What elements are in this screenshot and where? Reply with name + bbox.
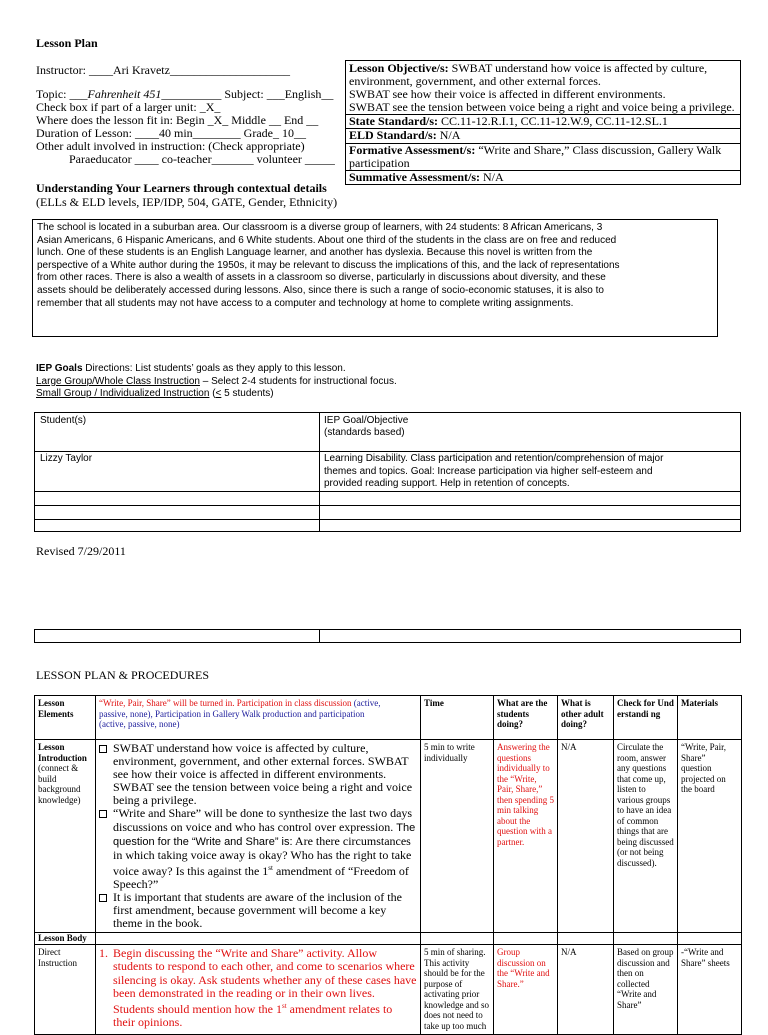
objective-label: Lesson Objective/s: [349,61,449,75]
procedures-table [34,695,742,1035]
small-group-rest: 5 students) [221,388,274,399]
iep-goal-line-1: Learning Disability. Class participation and retention/comprehension of major [324,453,664,464]
learners-line-4: perspective of a White author during the 1950s, it may be relevant to discuss the implications of this, and the lack of representations [37,259,620,271]
iep-student-goal [324,453,663,491]
head-check-understanding: Check for Understandi ng [614,696,678,740]
head-desc-red: “Write, Pair, Share” will be turned in. Participation in class discussion [99,698,352,708]
objective-text-1: SWBAT understand how voice is affected by culture, [448,61,708,75]
body-label-row [35,933,742,945]
intro-bullet-1: SWBAT understand how voice is affected by culture, environment, government, and other external forces. SWBAT see how their voice is affected in different environments. SWBAT see the tension between voice being a right and voice being a privilege. [99,742,417,807]
iep-goals-section [36,363,397,401]
iep-col-goal-2: (standards based) [324,427,405,438]
summative-label: Summative Assessment/s: [349,170,480,184]
iep-col-goal-1: IEP Goal/Objective [324,415,409,426]
topic-value: Fahrenheit 451 [87,87,162,101]
duration-line: Duration of Lesson: ____40 min________ Grade_ 10__ [36,126,306,140]
larger-unit-line: Check box if part of a larger unit: _X_ [36,100,221,114]
head-adult-doing: What is other adult doing? [558,696,614,740]
intro-label [35,740,96,933]
iep-directions: Directions: List students’ goals as they apply to this lesson. [82,363,346,374]
objective-text-4: SWBAT see the tension between voice being a right and voice being a privilege. [349,100,735,114]
instructor-name: Ari Kravetz [113,63,170,77]
iep-goal-line-2: themes and topics. Goal: Increase participation via higher self-esteem and [324,465,653,477]
objective-section [349,62,738,114]
revised-date: Revised 7/29/2011 [36,544,126,558]
iep-goal-line-3: provided reading support. Help in retention of concepts. [324,478,570,489]
formative-label: Formative Assessment/s: [349,143,476,157]
objective-text-2: environment, government, and other external forces. [349,74,601,88]
learners-subheading: (ELLs & ELD levels, IEP/IDP, 504, GATE, Gender, Ethnicity) [36,195,338,209]
small-group-label: Small Group / Individualized Instruction [36,388,210,399]
head-desc-blue-3: (active, passive, none) [99,719,180,729]
direct-adult-doing: N/A [558,945,614,1035]
learners-line-2: Asian Americans, 6 Hispanic Americans, and 6 White students. About one third of the students in the class are on free and reduced [37,234,617,246]
large-group-rest: – Select 2-4 students for instructional focus. [199,375,397,387]
learners-line-6: assets should be deliberately accessed during lessons. Also, since there is such a range of socio-economic statuses, it is also to [37,284,604,296]
procedures-header-row [35,696,742,740]
eld-standards-label: ELD Standard/s: [349,128,437,142]
small-group-lt: < [215,388,222,399]
intro-label-bold: Lesson Introduction [38,742,87,763]
intro-time: 5 min to write individually [421,740,494,933]
other-adult-line: Other adult involved in instruction: (Check appropriate) [36,139,305,153]
lesson-fit-line: Where does the lesson fit in: Begin _X_ Middle __ End __ [36,113,319,127]
page-title: Lesson Plan [36,36,98,50]
intro-label-rest: (connect & build background knowledge) [38,763,81,805]
head-lesson-elements: Lesson Elements [35,696,96,740]
learners-context-box [32,219,718,337]
state-standards-label: State Standard/s: [349,114,439,128]
objective-text-3: SWBAT see how their voice is affected in different environments. [349,87,666,101]
procedures-title: LESSON PLAN & PROCEDURES [36,668,210,682]
direct-students-doing: Group discussion on the “Write and Share.” [494,945,558,1035]
state-standards [349,115,668,128]
intro-adult-doing: N/A [558,740,614,933]
iep-student-name: Lizzy Taylor [40,453,93,464]
learners-context-text [37,222,620,310]
summative-value: N/A [480,170,504,184]
eld-standards-value: N/A [436,128,461,142]
direct-materials: -“Write and Share” sheets [678,945,742,1035]
intro-students-doing: Answering the questions individually to the “Write, Pair, Share,” then spending 5 min talking about the question with a partner. [494,740,558,933]
formative-value-1: “Write and Share,” Class discussion, Gallery Walk [475,143,722,157]
formative-assessment [349,144,721,170]
small-group-paren: ( [209,388,216,399]
summative-assessment [349,171,504,184]
objectives-box [345,60,741,185]
instructor-label: Instructor: ____ [36,63,113,77]
learners-line-5: from other races. There is also a wealth of assets in a classroom so diverse, particularly in discussions about diversity, and these [37,272,606,284]
topic-tail: __________ Subject: ___English__ [161,87,334,101]
eld-standards [349,129,460,142]
topic-label: Topic: ___ [36,87,88,101]
checkbox-icon [99,745,107,753]
checkbox-icon [99,810,107,818]
learners-line-3: lunch. One of these students is an English Language learner, and another has dyslexia. Because this novel is written from the [37,247,593,259]
intro-check-understanding: Circulate the room, answer any questions that come up, listen to various groups to have an idea of common things that are being discussed (or not being discussed). [614,740,678,933]
iep-goals-label: IEP Goals [36,363,83,374]
head-description [96,696,421,740]
head-time: Time [421,696,494,740]
formative-value-2: participation [349,156,410,170]
instructor-line [36,64,290,77]
intro-bullet-3: It is important that students are aware of the inclusion of the first amendment, because government will become a key theme in the book. [99,891,417,930]
direct-check-understanding: Based on group discussion and then on collected “Write and Share” [614,945,678,1035]
head-students-doing: What are the students doing? [494,696,558,740]
learners-line-7: remember that all students may not have access to a computer and technology at home to complete writing assignments. [37,297,574,309]
large-group-label: Large Group/Whole Class Instruction [36,375,200,387]
lesson-body-label: Lesson Body [35,933,96,945]
checkbox-icon [99,894,107,902]
learners-line-1: The school is located in a suburban area. Our classroom is a diverse group of learners, with 24 students: 8 African Americans, 3 [37,222,603,233]
intro-row [35,740,742,933]
direct-instruction-label: Direct Instruction [35,945,96,1035]
intro-materials: “Write, Pair, Share” question projected on the board [678,740,742,933]
empty-table-row [34,629,741,643]
intro-description [96,740,421,933]
head-desc-blue-2: passive, none), Participation in Gallery Walk production and participation [99,708,365,719]
direct-time: 5 min of sharing. This activity should be for the purpose of activating prior knowledge and so does not need to take up too much [421,945,494,1035]
intro-bullet-2: “Write and Share” will be done to synthesize the last two days discussions on voice and who has control over expression. The question for the “Write and Share” is: Are there circumstances in which taking voice away is okay? Who has the right to take voice away? Is this against the 1st amendment of “Freedom of Speech?” [99,807,417,891]
instructor-tail: ____________________ [169,63,290,77]
head-desc-blue-1: (active, [351,698,381,708]
head-materials: Materials [678,696,742,740]
learners-heading: Understanding Your Learners through contextual details [36,181,327,195]
direct-instruction-row [35,945,742,1035]
other-adult-roles: Paraeducator ____ co-teacher_______ volunteer _____ [69,152,335,166]
iep-col-student: Student(s) [40,415,87,426]
iep-col-goal [324,415,408,439]
iep-table [34,412,741,532]
state-standards-value: CC.11-12.R.I.1, CC.11-12.W.9, CC.11-12.SL.1 [438,114,668,128]
direct-instruction-text: 1. Begin discussing the “Write and Share” activity. Allow students to respond to each other, and come to scenarios where silencing is okay. Ask students whether any of these cases have been demonstrated in the reading or in their own lives. Students should mention how the 1st amendment relates to their opinions. [96,945,421,1035]
